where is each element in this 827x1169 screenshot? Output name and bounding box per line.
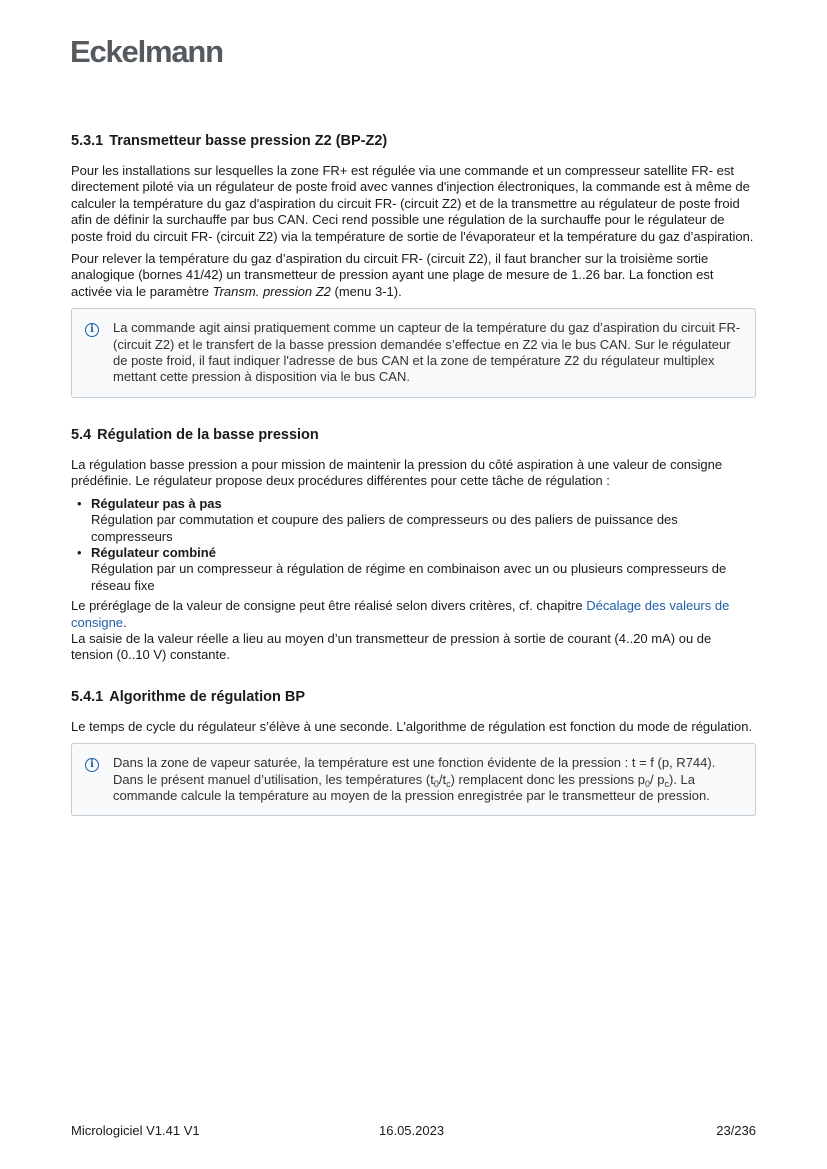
parameter-name: Transm. pression Z2 xyxy=(212,283,331,299)
section-number: 5.4.1 xyxy=(71,688,104,705)
item-text: Régulation par commutation et coupure des paliers de compresseurs ou des paliers de puissance des compresseurs xyxy=(91,512,678,544)
section-heading-5-4-1 xyxy=(71,688,756,706)
note-text: La commande agit ainsi pratiquement comme un capteur de la température du gaz d’aspiration du circuit FR- (circuit Z2) et le transfert de la basse pression demandée s’effectue en Z2 via le bus CAN. Sur le régulateur de poste froid, il faut indiquer l'adresse de bus CAN et la zone de température Z2 du régulateur multiplex mettant cette pression à disposition via le bus CAN. xyxy=(113,320,741,385)
section-number: 5.4 xyxy=(71,426,92,443)
info-note xyxy=(71,743,756,816)
footer-page-number: 23/236 xyxy=(716,1123,756,1138)
section-title: Régulation de la basse pression xyxy=(97,426,319,443)
text: / p xyxy=(649,771,665,787)
note-text xyxy=(113,755,715,803)
section-title: Algorithme de régulation BP xyxy=(109,688,306,705)
paragraph xyxy=(71,598,756,631)
paragraph: Le temps de cycle du régulateur s’élève à une seconde. L'algorithme de régulation est fonction du mode de régulation. xyxy=(71,718,753,734)
text: /t xyxy=(438,771,447,787)
subscript: 0 xyxy=(644,778,650,789)
bullet-list xyxy=(71,496,756,594)
section-heading-5-4 xyxy=(71,426,756,444)
item-title: Régulateur pas à pas xyxy=(91,495,222,511)
text: Dans la zone de vapeur saturée, la température est une fonction évidente de la pression : t = f (p, R744). Dans le présent manuel d’utilisation, les températures (t xyxy=(113,755,716,787)
section-title: Transmetteur basse pression Z2 (BP-Z2) xyxy=(109,133,388,149)
paragraph: La régulation basse pression a pour mission de maintenir la pression du côté aspiration à une valeur de consigne prédéfinie. Le régulateur propose deux procédures différentes pour cette tâche de régulation : xyxy=(71,456,723,489)
info-icon: i xyxy=(85,758,99,772)
list-item xyxy=(71,496,756,545)
text: ) remplacent donc les pressions p xyxy=(450,771,645,787)
page-content xyxy=(71,132,756,816)
text: Pour relever la température du gaz d’aspiration du circuit FR- (circuit Z2), il faut brancher sur la troisième sortie analogique (bornes 41/42) un transmetteur de pression ayant une plage de mesure de 1..26 bar. La fonction est activée via le paramètre xyxy=(71,251,714,299)
text: Le préréglage de la valeur de consigne peut être réalisé selon divers critères, cf. chapitre xyxy=(71,598,587,614)
link-setpoint-offset[interactable]: Décalage des valeurs de consigne xyxy=(71,598,730,630)
section-heading-5-3-1 xyxy=(71,132,756,150)
text: (menu 3-1). xyxy=(330,283,402,299)
info-icon: i xyxy=(85,323,99,337)
info-note xyxy=(71,308,756,398)
item-title: Régulateur combiné xyxy=(91,544,216,560)
subscript: 0 xyxy=(433,778,439,789)
section-number: 5.3.1 xyxy=(71,133,104,149)
list-item xyxy=(71,545,756,594)
footer-date: 16.05.2023 xyxy=(379,1123,445,1138)
footer-firmware-version: Micrologiciel V1.41 V1 xyxy=(71,1123,200,1138)
eckelmann-logo: Eckelmann xyxy=(70,34,223,69)
paragraph: La saisie de la valeur réelle a lieu au moyen d’un transmetteur de pression à sortie de courant (4..20 mA) ou de tension (0..10 V) constante. xyxy=(71,630,712,663)
subscript: c xyxy=(446,778,451,789)
paragraph: Pour les installations sur lesquelles la zone FR+ est régulée via une commande et un compresseur satellite FR- est directement piloté via un régulateur de poste froid avec vannes d'injection électroniques, la commande est à même de calculer la température du gaz d'aspiration du circuit FR- (circuit Z2) et de la transmettre au régulateur de poste froid afin de définir la surchauffe par bus CAN. Ceci rend possible une régulation de la surchauffe pour le régulateur de poste froid du circuit FR- (circuit Z2) via la température de sortie de l'évaporateur et la température du gaz d’aspiration. xyxy=(71,163,754,244)
item-text: Régulation par un compresseur à régulation de régime en combinaison avec un ou plusieurs compresseurs de réseau fixe xyxy=(91,561,727,593)
text: . xyxy=(123,614,127,630)
text: ). La commande calcule la température au moyen de la pression enregistrée par le transmetteur de pression. xyxy=(113,771,710,803)
subscript: c xyxy=(664,778,669,789)
paragraph xyxy=(71,251,756,300)
